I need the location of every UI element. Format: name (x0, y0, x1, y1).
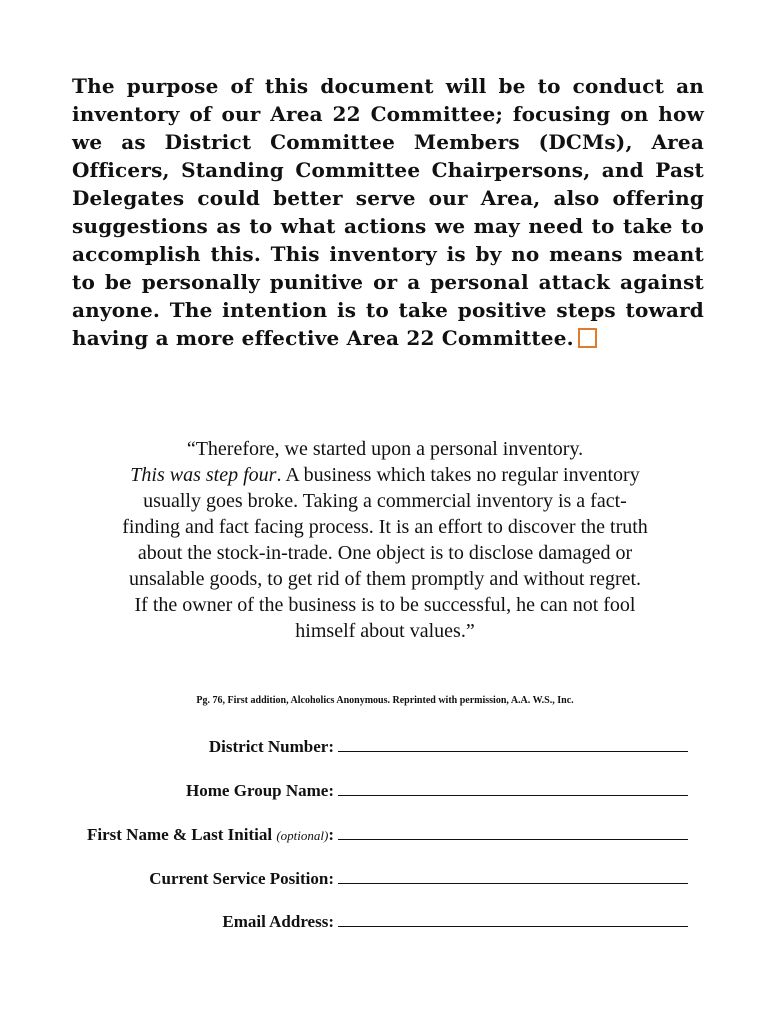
intro-text: The purpose of this document will be to conduct an inventory of our Area 22 Committee; focusing on how we as District Committee Members (DCMs), Area Officers, Standing Committee Chairpersons, and Past Delegates could better serve our Area, also offering suggestions as to what actions we may need to take to accomplish this. This inventory is by no means meant to be personally punitive or a personal attack against anyone. The intention is to take positive steps toward having a more effective Area 22 Committee. (72, 74, 704, 350)
name-field[interactable] (338, 838, 688, 840)
district-number-row (0, 736, 688, 758)
name-label-wrap (87, 824, 334, 847)
district-number-field[interactable] (338, 750, 688, 752)
quote-part-2: . A business which takes no regular inventory usually goes broke. Taking a commercial inventory is a fact-finding and fact facing process. It is an effort to discover the truth about the stock-in-trade. One object is to disclose damaged or unsalable goods, to get rid of them promptly and without regret. If the owner of the business is to be successful, he can not fool himself about values.” (122, 464, 648, 642)
service-position-field[interactable] (338, 882, 688, 884)
email-row (0, 911, 688, 933)
home-group-field[interactable] (338, 794, 688, 796)
service-position-label: Current Service Position: (149, 869, 334, 888)
name-label: First Name & Last Initial (86, 825, 273, 844)
big-book-quote (120, 436, 650, 644)
email-field[interactable] (338, 925, 688, 927)
quote-citation: Pg. 76, First addition, Alcoholics Anonymous. Reprinted with permission, A.A. W.S., Inc. (196, 695, 574, 706)
home-group-row (0, 780, 688, 802)
service-position-row (0, 868, 688, 890)
district-number-label: District Number: (208, 737, 334, 756)
quote-italic-step-four: This was step four (130, 464, 277, 486)
email-label: Email Address: (222, 912, 334, 931)
home-group-label: Home Group Name: (186, 781, 334, 800)
name-row (0, 824, 688, 847)
name-optional-note: (optional) (276, 828, 329, 843)
acknowledge-checkbox[interactable] (578, 328, 597, 348)
quote-part-1: “Therefore, we started upon a personal inventory. (186, 438, 584, 460)
intro-paragraph (72, 72, 704, 352)
name-colon: : (328, 825, 334, 844)
